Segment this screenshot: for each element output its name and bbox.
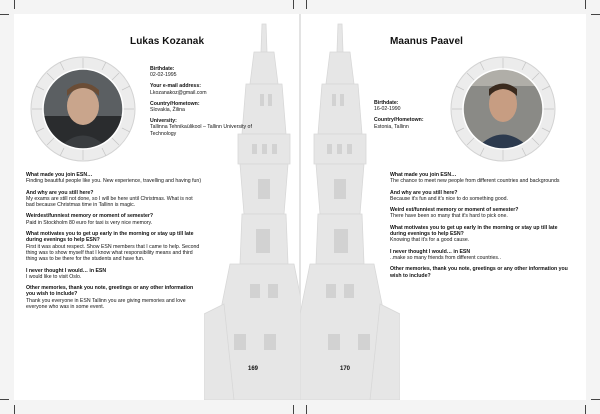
- page-right: [300, 14, 586, 400]
- qa-section: [390, 172, 570, 284]
- crop-mark: [306, 405, 307, 414]
- qa-item: What made you join ESN… The chance to meet new people from different countries and backgrounds: [390, 172, 560, 185]
- crop-mark: [293, 0, 294, 9]
- qa-item: And why are you still here? Because it's fun and it's nice to do something good.: [390, 189, 508, 202]
- portrait-photo: [30, 56, 136, 162]
- info-item: Birthdate: 16-02-1990: [374, 100, 401, 113]
- crop-mark: [306, 0, 307, 9]
- info-block: [150, 66, 268, 142]
- crop-mark: [585, 405, 586, 414]
- qa-item: What motivates you to get up early in the morning or stay up till late during evenings to help ESN? First it was about respect. Show ESN members that I came to help. Second thing was to show myself that I know what responsibility means and third thing was to be there for the students and have fun.: [26, 231, 200, 263]
- qa-section: [26, 172, 202, 315]
- qa-item: Other memories, thank you note, greetings or any other information you wish to include?: [390, 266, 568, 279]
- crop-mark: [0, 14, 9, 15]
- qa-item: I never thought I would… in ESN ..make so many friends from different countries..: [390, 248, 501, 261]
- crop-mark: [585, 0, 586, 9]
- person-name: Maanus Paavel: [390, 36, 464, 47]
- info-block: [374, 100, 492, 135]
- qa-item: And why are you still here? My exams are still not done, so I will be here until Christmas. What is not bad because Christmas time in Tallinn is magic.: [26, 189, 193, 209]
- person-name: Lukas Kozanak: [130, 36, 205, 47]
- crop-mark: [14, 0, 15, 9]
- crop-mark: [0, 399, 9, 400]
- info-item: Your e-mail address: Lkozanakoz@gmail.com: [150, 83, 207, 96]
- info-item: University: Tallinna Tehnikaülikool – Tallinn University of Technology: [150, 118, 252, 137]
- crop-mark: [591, 399, 600, 400]
- crop-mark: [293, 405, 294, 414]
- page-left: [14, 14, 300, 400]
- crop-mark: [591, 14, 600, 15]
- info-item: Birthdate: 02-02-1995: [150, 66, 177, 79]
- qa-item: Other memories, thank you note, greetings or any other information you wish to include? Thank you everyone in ESN Tallinn you are giving memories and love everyone who was in some event.: [26, 285, 194, 311]
- page-number: 170: [340, 366, 351, 372]
- qa-item: I never thought I would… in ESN I would like to visit Oslo.: [26, 267, 107, 280]
- qa-item: What made you join ESN… Finding beautiful people like you. New experience, travelling and having fun): [26, 172, 202, 185]
- info-item: Country/Hometown: Estonia, Tallinn: [374, 117, 424, 130]
- page-number: 169: [248, 366, 259, 372]
- qa-item: Weirdest/funniest memory or moment of semester? Paid in Stockholm 80 euro for taxi is very nice memory.: [26, 213, 154, 226]
- qa-item: What motivates you to get up early in the morning or stay up till late during evenings to help ESN? Knowing that it's for a good cause.: [390, 224, 558, 244]
- info-item: Country/Hometown: Slovakia, Žilina: [150, 100, 200, 114]
- crop-mark: [14, 405, 15, 414]
- tower-watermark: [300, 14, 400, 400]
- qa-item: Weird est/funniest memory or moment of semester? There have been so many that it's hard to pick one.: [390, 207, 519, 220]
